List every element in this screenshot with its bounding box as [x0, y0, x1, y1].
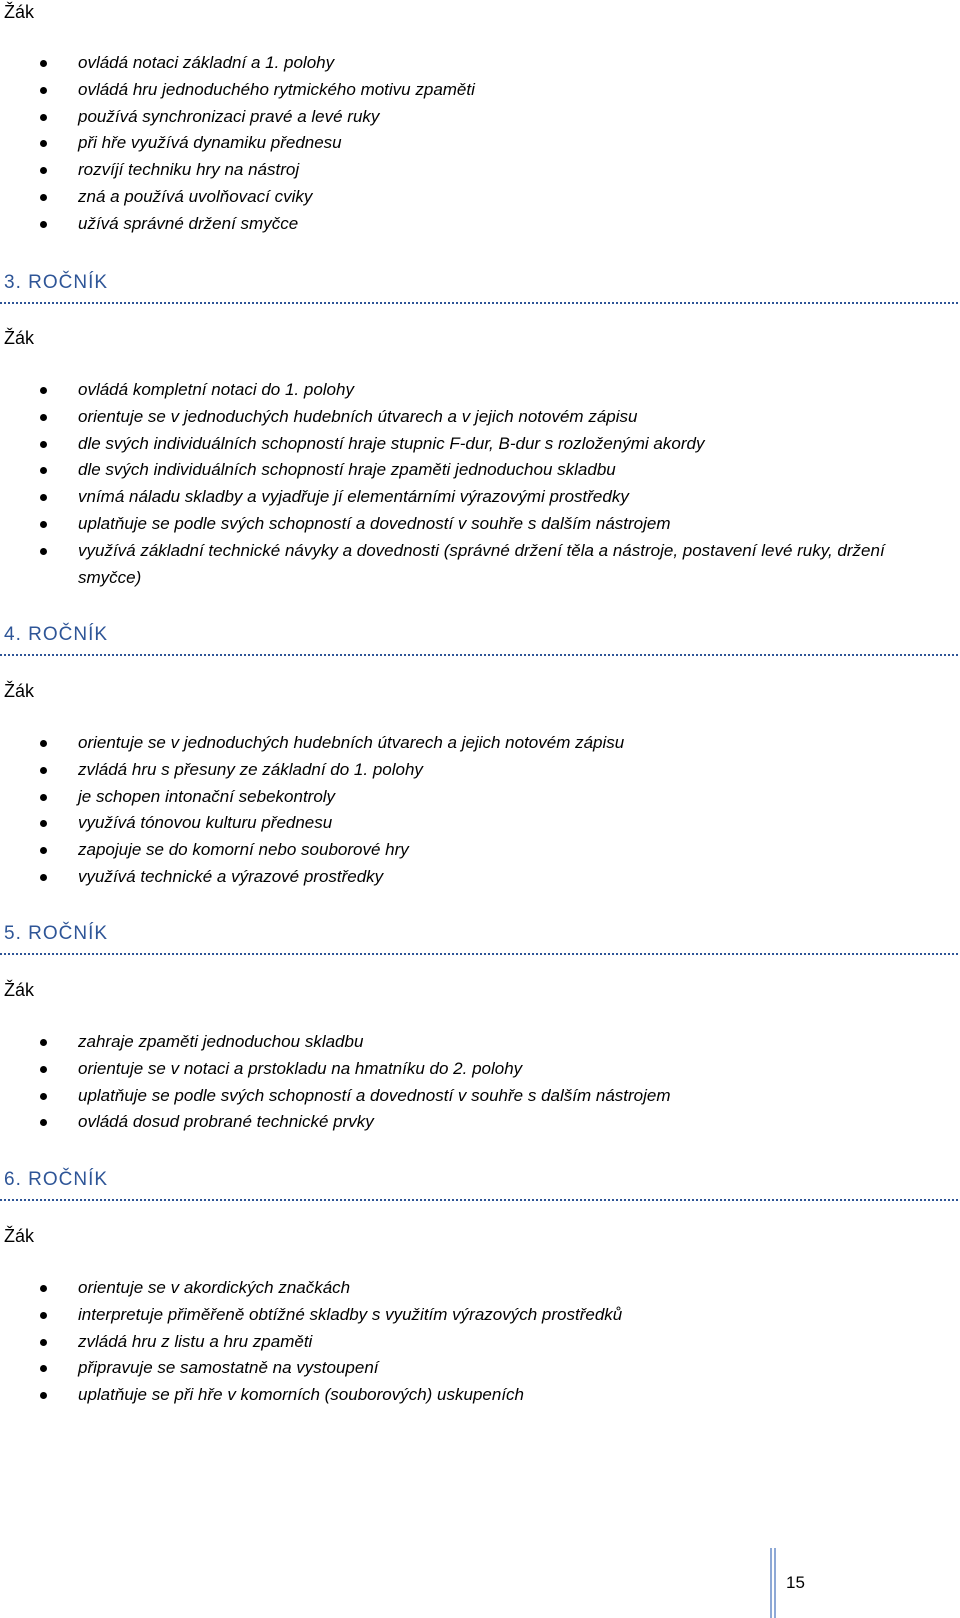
list-item: rozvíjí techniku hry na nástroj — [0, 157, 940, 184]
bullet-icon — [40, 1039, 47, 1046]
student-label: Žák — [4, 1226, 35, 1246]
section-heading: 4. ROČNÍK — [4, 624, 109, 645]
list-item: využívá technické a výrazové prostředky — [0, 864, 940, 891]
list-item: využívá základní technické návyky a dovednosti (správné držení těla a nástroje, postavení levé ruky, držení smyčce) — [0, 538, 940, 592]
bullet-icon — [40, 467, 47, 474]
list-item: ovládá kompletní notaci do 1. polohy — [0, 377, 940, 404]
bullet-icon — [40, 387, 47, 394]
bullet-icon — [40, 87, 47, 94]
list-item: dle svých individuálních schopností hraje zpaměti jednoduchou skladbu — [0, 457, 940, 484]
bullet-icon — [40, 114, 47, 121]
student-label: Žák — [4, 328, 35, 348]
bullet-icon — [40, 494, 47, 501]
list-item: uplatňuje se při hře v komorních (souborových) uskupeních — [0, 1382, 940, 1409]
outcome-list — [0, 1029, 940, 1136]
section-divider — [0, 302, 958, 304]
student-label: Žák — [4, 2, 35, 22]
bullet-icon — [40, 140, 47, 147]
bullet-icon — [40, 740, 47, 747]
bullet-icon — [40, 794, 47, 801]
bullet-icon — [40, 548, 47, 555]
list-item: ovládá hru jednoduchého rytmického motivu zpaměti — [0, 77, 940, 104]
bullet-icon — [40, 194, 47, 201]
bullet-icon — [40, 847, 47, 854]
list-item: interpretuje přiměřeně obtížné skladby s využitím výrazových prostředků — [0, 1302, 940, 1329]
list-item: zná a používá uvolňovací cviky — [0, 184, 940, 211]
list-item: zvládá hru s přesuny ze základní do 1. polohy — [0, 757, 940, 784]
list-item: při hře využívá dynamiku přednesu — [0, 130, 940, 157]
page-number-bar — [770, 1548, 772, 1618]
section-heading: 5. ROČNÍK — [4, 923, 109, 944]
student-label: Žák — [4, 681, 35, 701]
bullet-icon — [40, 221, 47, 228]
outcome-list — [0, 730, 940, 891]
list-item: orientuje se v akordických značkách — [0, 1275, 940, 1302]
bullet-icon — [40, 521, 47, 528]
list-item: orientuje se v jednoduchých hudebních útvarech a jejich notovém zápisu — [0, 730, 940, 757]
list-item: vnímá náladu skladby a vyjadřuje jí elementárními výrazovými prostředky — [0, 484, 940, 511]
list-item: používá synchronizaci pravé a levé ruky — [0, 104, 940, 131]
section-heading: 6. ROČNÍK — [4, 1169, 109, 1190]
bullet-icon — [40, 441, 47, 448]
list-item: využívá tónovou kulturu přednesu — [0, 810, 940, 837]
page-number-footer — [770, 1548, 920, 1618]
bullet-icon — [40, 1093, 47, 1100]
list-item: je schopen intonační sebekontroly — [0, 784, 940, 811]
section-divider — [0, 953, 958, 955]
list-item: ovládá notaci základní a 1. polohy — [0, 50, 940, 77]
bullet-icon — [40, 874, 47, 881]
section-divider — [0, 654, 958, 656]
list-item: užívá správné držení smyčce — [0, 211, 940, 238]
bullet-icon — [40, 820, 47, 827]
bullet-icon — [40, 414, 47, 421]
outcome-list — [0, 50, 940, 238]
bullet-icon — [40, 1119, 47, 1126]
bullet-icon — [40, 1365, 47, 1372]
list-item: zvládá hru z listu a hru zpaměti — [0, 1329, 940, 1356]
bullet-icon — [40, 1066, 47, 1073]
outcome-list — [0, 1275, 940, 1409]
list-item: ovládá dosud probrané technické prvky — [0, 1109, 940, 1136]
list-item: zahraje zpaměti jednoduchou skladbu — [0, 1029, 940, 1056]
bullet-icon — [40, 1339, 47, 1346]
list-item: uplatňuje se podle svých schopností a dovedností v souhře s dalším nástrojem — [0, 511, 940, 538]
page-number: 15 — [786, 1573, 805, 1592]
section-heading: 3. ROČNÍK — [4, 272, 109, 293]
bullet-icon — [40, 1392, 47, 1399]
list-item: dle svých individuálních schopností hraje stupnic F-dur, B-dur s rozloženými akordy — [0, 431, 940, 458]
section-divider — [0, 1199, 958, 1201]
bullet-icon — [40, 60, 47, 67]
outcome-list — [0, 377, 940, 591]
list-item: uplatňuje se podle svých schopností a dovedností v souhře s dalším nástrojem — [0, 1083, 940, 1110]
bullet-icon — [40, 1285, 47, 1292]
page-number-bar — [774, 1548, 776, 1618]
bullet-icon — [40, 767, 47, 774]
list-item: orientuje se v notaci a prstokladu na hmatníku do 2. polohy — [0, 1056, 940, 1083]
bullet-icon — [40, 167, 47, 174]
list-item: zapojuje se do komorní nebo souborové hry — [0, 837, 940, 864]
bullet-icon — [40, 1312, 47, 1319]
student-label: Žák — [4, 980, 35, 1000]
list-item: připravuje se samostatně na vystoupení — [0, 1355, 940, 1382]
list-item: orientuje se v jednoduchých hudebních útvarech a v jejich notovém zápisu — [0, 404, 940, 431]
